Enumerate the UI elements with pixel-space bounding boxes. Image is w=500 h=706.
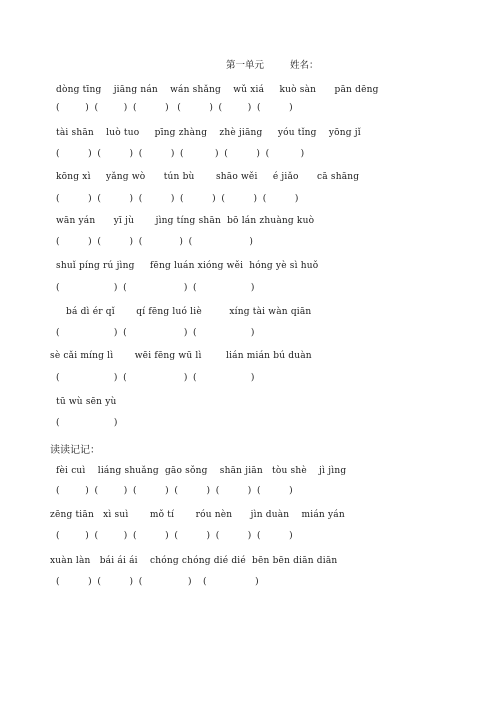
name-label: 姓名： [290,60,319,71]
answer-row-2: ( ) ( ) ( ) ( ) ( ) ( ) [56,149,305,159]
answer-row-8: ( ) [56,418,118,428]
answer-row-7: ( ) ( ) ( ) [56,373,255,383]
read-pinyin-row-1: fèi cuì liáng shuǎng gāo sǒng shān jiān tòu shè jì jìng [56,466,347,476]
page-header [226,57,345,71]
answer-row-3: ( ) ( ) ( ) ( ) ( ) ( ) [56,194,299,204]
section-title-read-remember: 读读记记： [50,445,100,456]
read-answer-row-3: ( ) ( ) ( ) ( ) [56,577,259,587]
pinyin-row-2: tài shān luò tuo pīng zhàng zhè jiāng yóu tǐng yōng jǐ [56,128,361,138]
pinyin-row-8: tū wù sēn yù [56,397,117,407]
pinyin-row-1: dòng tīng jiāng nán wán shǎng wǔ xiá kuò sàn pān dēng [56,85,379,95]
answer-row-1: ( ) ( ) ( ) ( ) ( ) ( ) [56,103,293,113]
pinyin-row-6: bá dì ér qǐ qí fēng luó liè xíng tài wàn qiān [66,307,312,317]
pinyin-row-3: kōng xì yǎng wò tún bù shāo wěi é jiǎo cā shāng [56,172,360,182]
read-pinyin-row-2: zēng tiān xì suì mǒ tí róu nèn jìn duàn mián yán [50,510,345,520]
pinyin-row-7: sè cǎi míng lì wēi fēng wū lì lián mián bú duàn [50,351,312,361]
pinyin-row-5: shuǐ píng rú jìng fēng luán xióng wěi hóng yè sì huǒ [56,261,319,271]
answer-row-4: ( ) ( ) ( ) ( ) [56,237,253,247]
pinyin-row-4: wān yán yī jù jìng tíng shān bō lán zhuàng kuò [56,216,315,226]
read-pinyin-row-3: xuàn làn bái ái ái chóng chóng dié dié bēn bēn diān diān [50,556,338,566]
answer-row-6: ( ) ( ) ( ) [56,328,255,338]
answer-row-5: ( ) ( ) ( ) [56,283,255,293]
unit-title: 第一单元 [226,60,265,71]
read-answer-row-2: ( ) ( ) ( ) ( ) ( ) ( ) [56,531,293,541]
read-answer-row-1: ( ) ( ) ( ) ( ) ( ) ( ) [56,486,293,496]
